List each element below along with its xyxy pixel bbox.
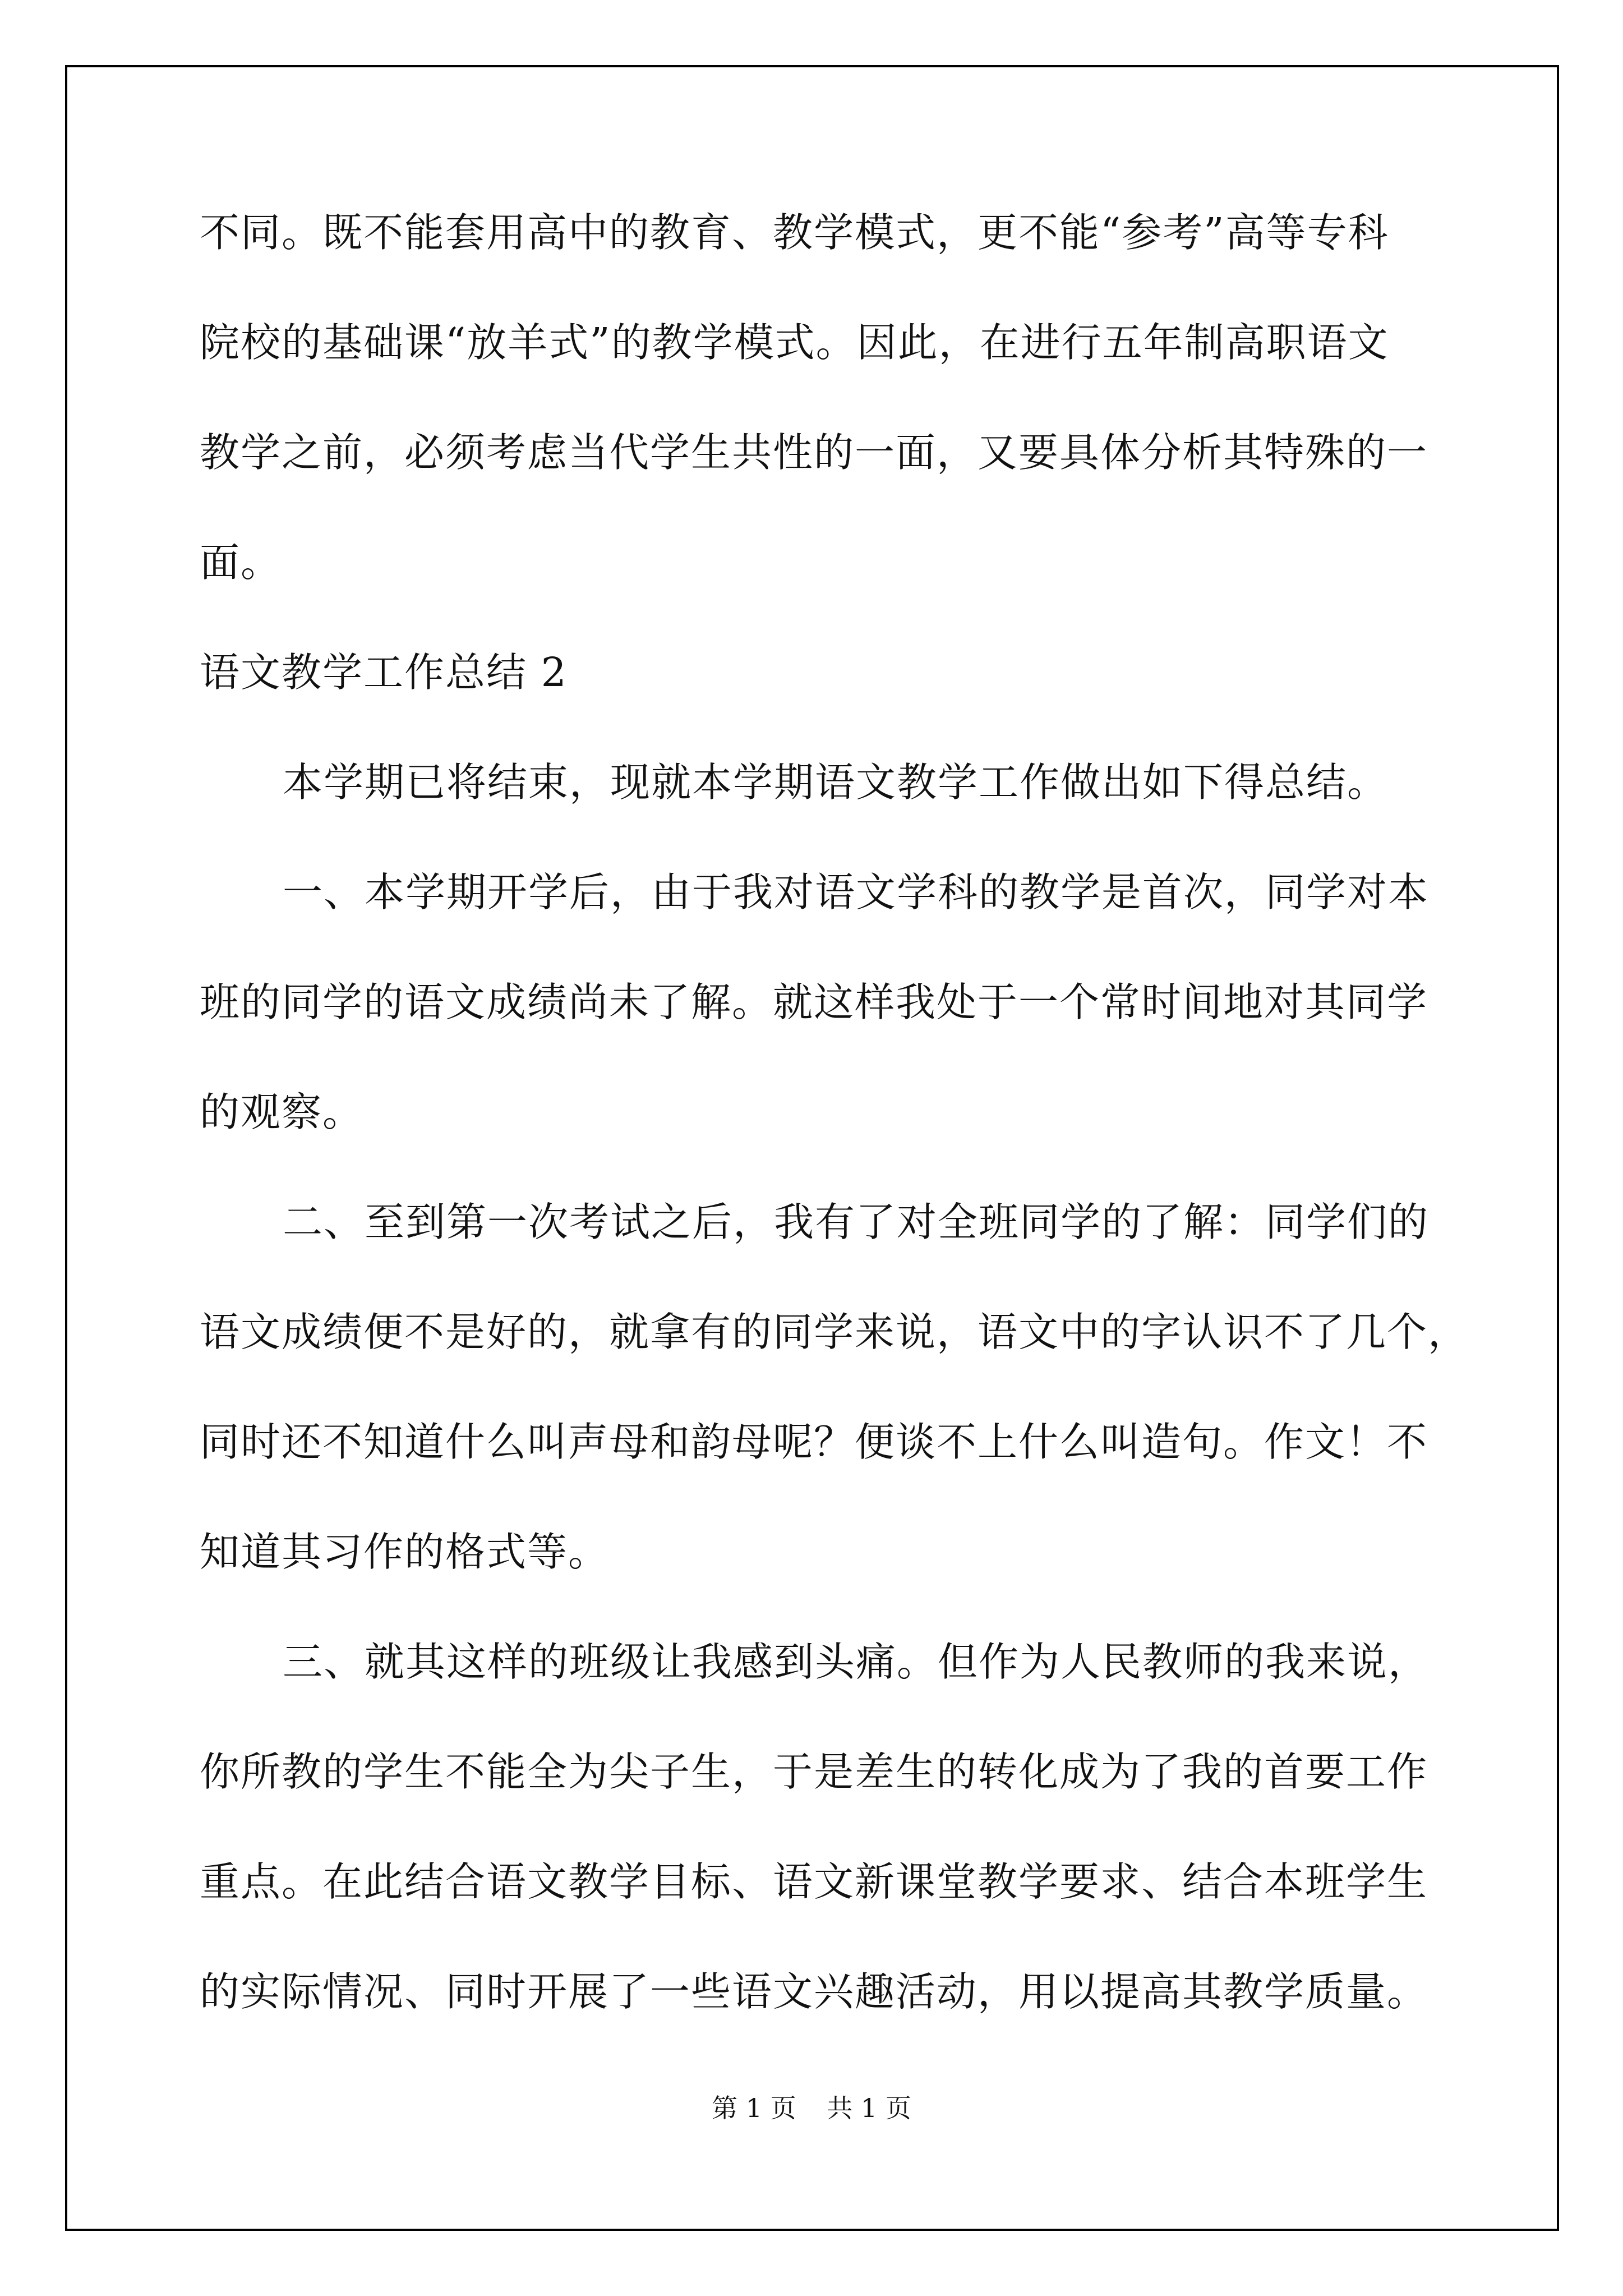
- paragraph-first-line: 一、本学期开学后，由于我对语文学科的教学是首次，同学对本: [283, 869, 1430, 915]
- paragraph-first-line: 三、就其这样的班级让我感到头痛。但作为人民教师的我来说，: [283, 1639, 1430, 1685]
- text-line: 知道其习作的格式等。: [200, 1529, 610, 1575]
- text-line: 班的同学的语文成绩尚未了解。就这样我处于一个常时间地对其同学: [200, 979, 1428, 1025]
- text-line: 教学之前，必须考虑当代学生共性的一面，又要具体分析其特殊的一: [200, 429, 1428, 476]
- text-line: 的实际情况、同时开展了一些语文兴趣活动，用以提高其教学质量。: [200, 1968, 1428, 2015]
- text-line: 同时还不知道什么叫声母和韵母呢？便谈不上什么叫造句。作文！不: [200, 1419, 1428, 1465]
- text-line: 你所教的学生不能全为尖子生，于是差生的转化成为了我的首要工作: [200, 1749, 1428, 1795]
- paragraph-first-line: 本学期已将结束，现就本学期语文教学工作做出如下得总结。: [283, 759, 1389, 806]
- page-number: 第 1 页: [712, 2093, 796, 2123]
- text-line: 面。: [200, 539, 282, 586]
- text-line: 重点。在此结合语文教学目标、语文新课堂教学要求、结合本班学生: [200, 1858, 1428, 1905]
- paragraph-first-line: 二、至到第一次考试之后，我有了对全班同学的了解：同学们的: [283, 1199, 1430, 1245]
- page-total: 共 1 页: [827, 2093, 911, 2123]
- section-heading: 语文教学工作总结 2: [200, 649, 568, 696]
- text-line: 院校的基础课“放羊式”的教学模式。因此，在进行五年制高职语文: [200, 319, 1389, 366]
- text-line: 语文成绩便不是好的，就拿有的同学来说，语文中的字认识不了几个，: [200, 1309, 1469, 1355]
- text-line: 的观察。: [200, 1089, 364, 1135]
- text-line: 不同。既不能套用高中的教育、教学模式，更不能“参考”高等专科: [200, 209, 1389, 256]
- page-footer: [0, 2091, 1623, 2125]
